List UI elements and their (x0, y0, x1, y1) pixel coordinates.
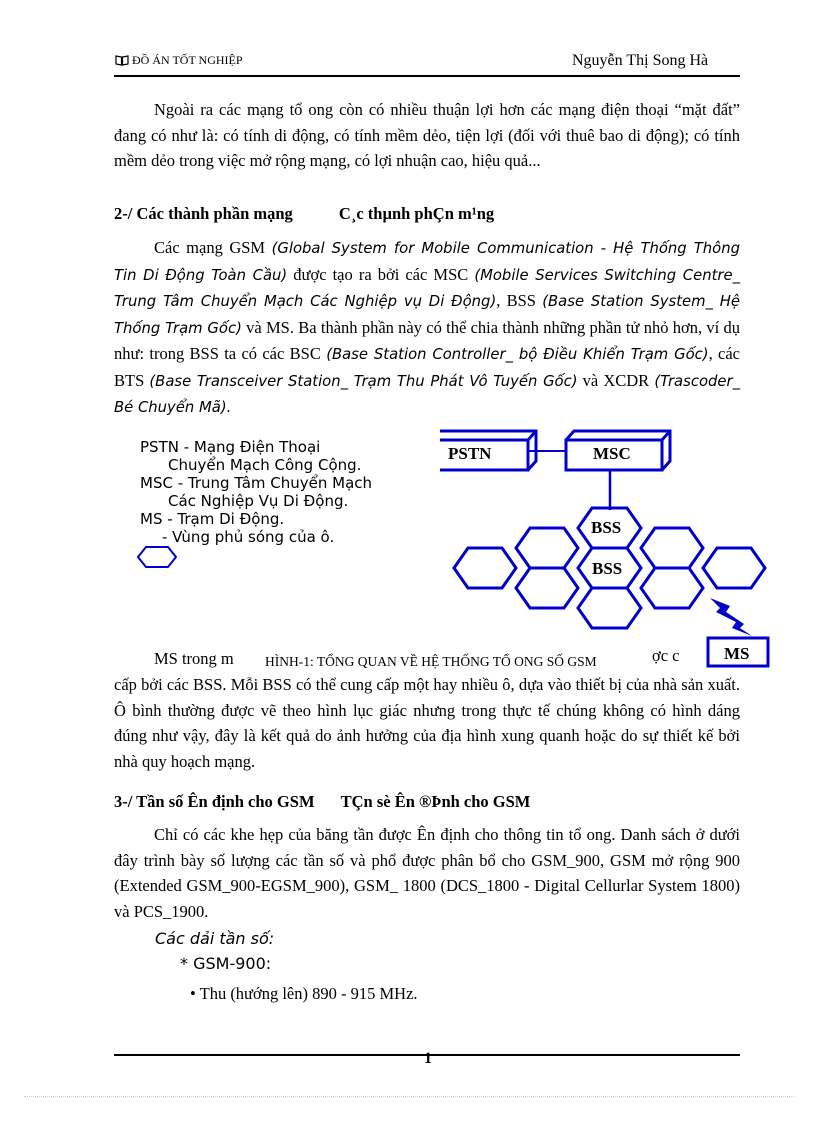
p2-text1: Các mạng GSM (154, 238, 272, 257)
after-text-start: MS trong m (154, 649, 234, 668)
legend-cell: - Vùng phủ sóng của ô. (162, 528, 335, 546)
p2-italic5: (Base Transceiver Station_ Trạm Thu Phát Vô Tuyến Gốc) (149, 372, 578, 390)
section3-paragraph (114, 822, 740, 924)
bullet-text: Thu (hướng lên) 890 - 915 MHz. (199, 984, 418, 1003)
radio-link-bolt-icon (710, 598, 752, 636)
legend-ms: MS - Trạm Di Động. (140, 510, 285, 528)
p2-italic2: (Mobile Services Switching Centre_ Trung Tâm Chuyển Mạch Các Nghiệp vụ Di Động) (114, 266, 740, 310)
gsm900-label: * GSM-900: (180, 954, 272, 973)
hex-cell-bottom (578, 588, 641, 628)
bss-mid-label: BSS (592, 559, 623, 578)
section2-heading-text: 2-/ Các thành phần mạng (114, 204, 293, 223)
bss-top-label: BSS (591, 518, 622, 537)
header-rule (114, 75, 740, 77)
hex-cell-upper-right (641, 528, 703, 568)
header-author: Nguyễn Thị Song Hà (572, 52, 709, 69)
hex-cell-far-left (454, 548, 516, 588)
section2-heading-garbled: C¸c thµnh phÇn m¹ng (338, 204, 495, 223)
p2-text2: được tạo ra bởi các MSC (287, 264, 475, 284)
legend-msc-cont: Các Nghiệp Vụ Di Động. (168, 492, 349, 510)
after-diagram-paragraph (114, 672, 740, 774)
legend-pstn-cont: Chuyển Mạch Công Cộng. (168, 456, 362, 474)
hex-cell-upper-left (516, 528, 578, 568)
open-book-icon (115, 54, 129, 70)
legend-hexagon-icon (136, 545, 178, 569)
intro-paragraph (114, 97, 740, 174)
section3-heading-text: 3-/ Tần số Ên định cho GSM (114, 792, 315, 811)
figure-caption: HÌNH-1: TỔNG QUAN VỀ HỆ THỐNG TỔ ONG SỐ GSM (262, 654, 600, 670)
section3-text: Chỉ có các khe hẹp của băng tần được Ên định cho thông tin tổ ong. Danh sách ở dưới đây trình bày số lượng các tần số và phổ được phân bổ cho GSM_900, GSM mở rộng 900 (Extended GSM_900-EGSM_900), GSM_ 1800 (DCS_1800 - Digital Cellurlar System 1800) và PCS_1900. (114, 825, 740, 921)
legend-pstn: PSTN - Mạng Điện Thoại (140, 438, 321, 456)
header-title: ĐỒ ÁN TỐT NGHIỆP (132, 53, 243, 67)
bullet-item (190, 984, 418, 1004)
after-text-rest: cấp bởi các BSS. Mỗi BSS có thể cung cấp một hay nhiều ô, dựa vào thiết bị của nhà sản xuất. Ô bình thường được vẽ theo hình lục giác nhưng trong thực tế chúng không có hình dáng đúng như vậy, đây là kết quả do ảnh hưởng của địa hình xung quanh hoặc do sự thiết kế bởi nhà quy hoạch mạng. (114, 675, 740, 771)
header-left (115, 53, 243, 70)
page-bottom-dots (24, 1096, 794, 1097)
hex-cell-lower-left (516, 568, 578, 608)
p2-italic6: (Trascoder_ Bé Chuyển Mã). (114, 372, 741, 416)
section2-paragraph (114, 235, 740, 421)
p2-italic4: (Base Station Controller_ bộ Điều Khiển Trạm Gốc) (326, 346, 709, 363)
after-text-right: ợc c (652, 646, 680, 665)
p2-text4: và MS. Ba thành phần này có thể chia thành những phần tử nhỏ hơn, ví dụ như: trong BSS ta có các BSC (114, 317, 741, 363)
p2-text3: , BSS (496, 291, 543, 310)
bands-label: Các dải tần số: (155, 929, 275, 948)
section3-heading-garbled: TÇn sè Ên ®Þnh cho GSM (340, 792, 531, 811)
p2-italic3: (Base Station System_ Hệ Thống Trạm Gốc) (114, 293, 741, 337)
hex-cell-lower-right (641, 568, 703, 608)
intro-text: Ngoài ra các mạng tổ ong còn có nhiều thuận lợi hơn các mạng điện thoại “mặt đất” đang có như là: có tính di động, có tính mềm dẻo, tiện lợi (đối với thuê bao di động); có tính mềm dẻo trong việc mở rộng mạng, có lợi nhuận cao, hiệu quả... (114, 100, 740, 170)
legend-msc: MSC - Trung Tâm Chuyển Mạch (140, 474, 373, 492)
msc-label: MSC (593, 444, 631, 463)
ms-label: MS (724, 644, 750, 663)
page-number: 1 (424, 1050, 432, 1067)
diagram-legend (140, 438, 372, 546)
pstn-label: PSTN (448, 444, 492, 463)
hex-cell-far-right (703, 548, 765, 588)
p2-text5: , các BTS (114, 344, 740, 390)
section3-heading (114, 792, 530, 812)
p2-italic1: (Global System for Mobile Communication - Hệ Thống Thông Tin Di Động Toàn Cầu) (114, 240, 741, 284)
p2-text6: và XCDR (577, 370, 655, 390)
bullet-icon: • (190, 984, 196, 1003)
section2-heading (114, 204, 494, 224)
